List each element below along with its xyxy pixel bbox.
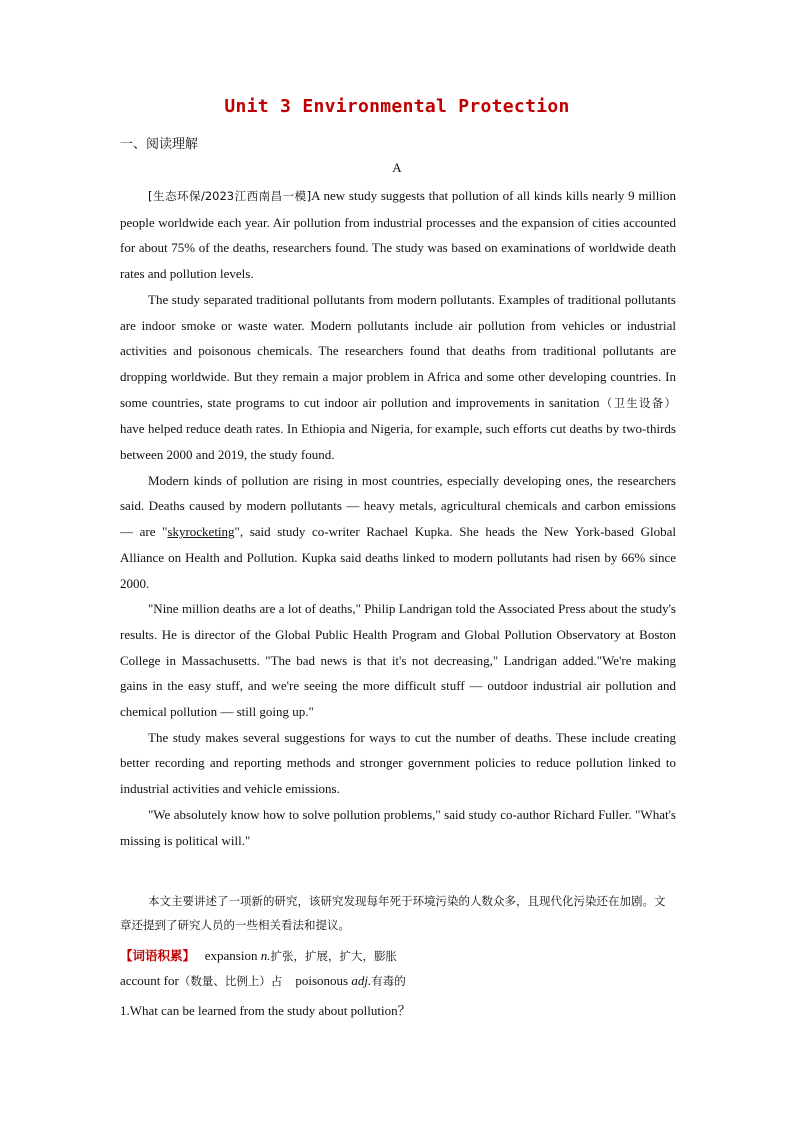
paragraph-1: [生态环保/2023江西南昌一模]A new study suggests that pollution of all kinds kills nearly 9 million people worldwide each year. Air pollution from industrial processes and the expansion of cities accounted for about 75% of the deaths, researchers found. The study was based on examinations of worldwide death rates and pollution levels. <box>120 188 676 282</box>
paragraph-5: The study makes several suggestions for ways to cut the number of deaths. These include creating better recording and reporting methods and stronger government policies to reduce pollution linked to industrial activities and vehicle emissions. <box>120 729 676 797</box>
vocab-tag: 【词语积累】 <box>120 948 196 963</box>
paragraph-2: The study separated traditional pollutants from modern pollutants. Examples of traditional pollutants are indoor smoke or waste water. Modern pollutants include air pollution from vehicles or industrial activities and poisonous chemicals. The researchers found that deaths from traditional pollutants are dropping worldwide. But they remain a major problem in Africa and some other developing countries. In some countries, state programs to cut indoor air pollution and improvements in sanitation（卫生设备） have helped reduce death rates. In Ethiopia and Nigeria, for example, such efforts cut deaths by two-thirds between 2000 and 2019, the study found. <box>120 291 676 463</box>
vocab-line-1 <box>120 946 397 964</box>
passage-body <box>120 183 676 853</box>
chinese-summary: 本文主要讲述了一项新的研究，该研究发现每年死于环境污染的人数众多，且现代化污染还在加剧。文章还提到了研究人员的一些相关看法和提议。 <box>120 894 666 932</box>
vocab-word: account for <box>120 973 179 988</box>
underlined-word: skyrocketing <box>167 524 235 540</box>
question-1: 1.What can be learned from the study about pollution？ <box>120 1003 411 1018</box>
vocab-definition: 扩张，扩展，扩大，膨胀 <box>270 949 397 963</box>
page-title: Unit 3 Environmental Protection <box>224 96 570 117</box>
vocab-definition: 有毒的 <box>371 974 406 988</box>
paragraph-3: Modern kinds of pollution are rising in most countries, especially developing ones, the researchers said. Deaths caused by modern pollutants — heavy metals, agricultural chemicals and carbon emissions — are "skyrocketing", said study co-writer Rachael Kupka. She heads the New York-based Global Alliance on Health and Pollution. Kupka said deaths linked to modern pollutants had risen by 66% since 2000. <box>120 472 676 591</box>
vocab-word: expansion <box>204 948 258 963</box>
vocab-word: poisonous <box>295 973 349 988</box>
paragraph-4: "Nine million deaths are a lot of deaths," Philip Landrigan told the Associated Press about the study's results. He is director of the Global Public Health Program and Global Pollution Observatory at Boston College in Massachusetts. "The bad news is that it's not decreasing," Landrigan added."We're making gains in the easy stuff, and we're seeing the more difficult stuff — outdoor industrial air pollution and chemical pollution — still going up." <box>120 601 676 720</box>
source-tag: [生态环保/2023江西南昌一模] <box>148 189 312 203</box>
passage-label: A <box>392 160 402 175</box>
vocab-pos: adj. <box>351 973 372 988</box>
vocab-definition: （数量、比例上）占 <box>178 974 283 988</box>
vocab-pos: n. <box>260 948 271 963</box>
vocab-line-2 <box>120 973 406 989</box>
sanitation-gloss: （卫生设备） <box>599 395 676 410</box>
paragraph-6: "We absolutely know how to solve pollution problems," said study co-author Richard Fuller. "What's missing is political will." <box>120 806 676 848</box>
section-heading: 一、阅读理解 <box>120 137 199 152</box>
